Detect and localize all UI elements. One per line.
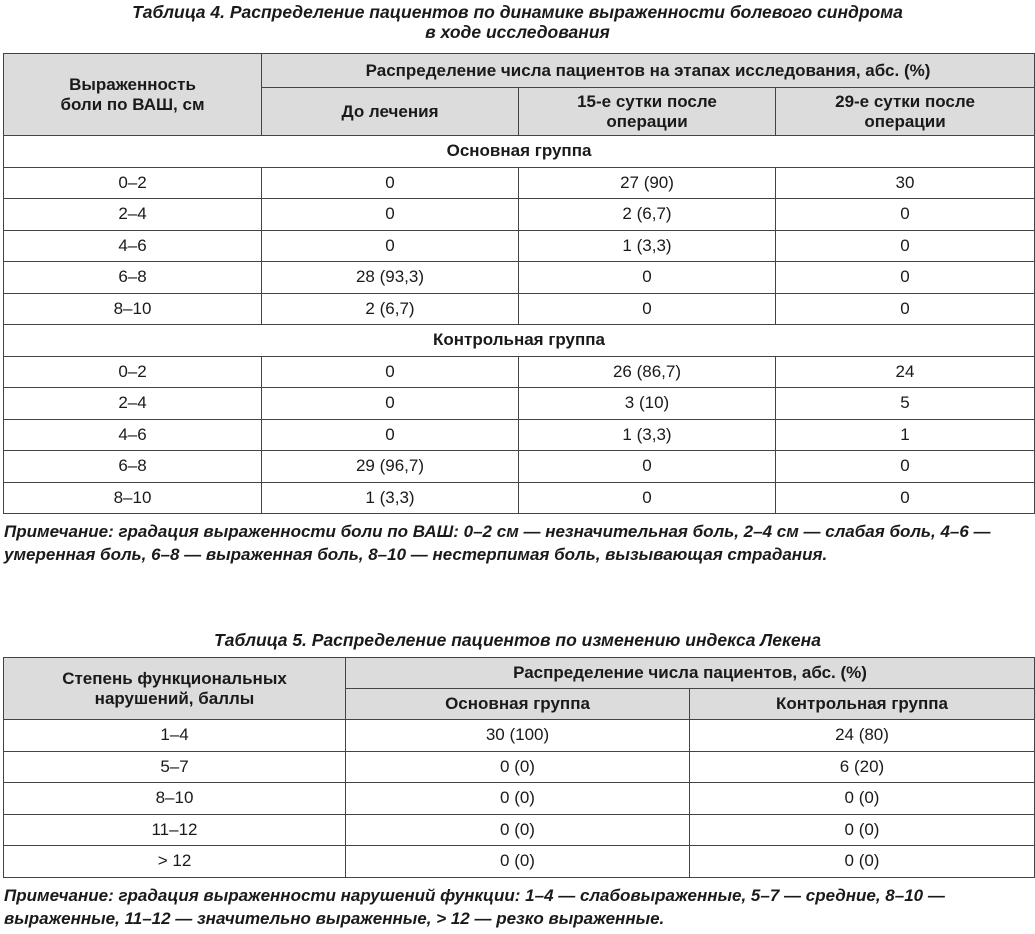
table-cell: 11–12 xyxy=(4,814,346,846)
table-cell: 1 xyxy=(776,419,1035,451)
table-cell: 0 xyxy=(776,293,1035,325)
table-cell: 0 xyxy=(262,230,519,262)
table-cell: 2 (6,7) xyxy=(519,199,776,231)
table4-col-header-day29: 29-е сутки после операции xyxy=(776,88,1035,136)
table-cell: 1 (3,3) xyxy=(262,482,519,514)
table-row xyxy=(4,751,1035,783)
table-row xyxy=(4,230,1035,262)
table-cell: 6–8 xyxy=(4,262,262,294)
table-row xyxy=(4,783,1035,815)
table-cell: 0 xyxy=(262,388,519,420)
table5-note: Примечание: градация выраженности нарушений функции: 1–4 — слабовыраженные, 5–7 — средние, 8–10 — выраженные, 11–12 — значительно выраженные, > 12 — резко выраженные. xyxy=(4,886,945,928)
table-cell: 0 (0) xyxy=(346,751,690,783)
table-cell: 6 (20) xyxy=(690,751,1035,783)
table-cell: 0 xyxy=(776,230,1035,262)
table-cell: 2–4 xyxy=(4,199,262,231)
table-row xyxy=(4,293,1035,325)
table4-group-header: Распределение числа пациентов на этапах исследования, абс. (%) xyxy=(262,54,1035,88)
table-cell: 0 xyxy=(262,167,519,199)
table4-caption-line1: Таблица 4. Распределение пациентов по динамике выраженности болевого синдрома xyxy=(132,2,903,22)
table-cell: 2–4 xyxy=(4,388,262,420)
table4 xyxy=(3,53,1035,514)
table-cell: 8–10 xyxy=(4,293,262,325)
table5-body xyxy=(4,720,1035,878)
table-cell: 8–10 xyxy=(4,482,262,514)
table-cell: 1 (3,3) xyxy=(519,230,776,262)
table-cell: 5–7 xyxy=(4,751,346,783)
table4-section xyxy=(0,2,1035,564)
table5 xyxy=(3,657,1035,878)
table-cell: 0 xyxy=(262,419,519,451)
table-cell: 28 (93,3) xyxy=(262,262,519,294)
table4-group-row xyxy=(4,136,1035,168)
table-cell: 24 xyxy=(776,356,1035,388)
table5-col-header-degree: Степень функциональных нарушений, баллы xyxy=(4,658,346,720)
table-cell: 26 (86,7) xyxy=(519,356,776,388)
table4-group-label: Контрольная группа xyxy=(4,325,1035,357)
table4-col-header-pain: Выраженность боли по ВАШ, см xyxy=(4,54,262,136)
table-cell: 0 xyxy=(776,199,1035,231)
table-row xyxy=(4,199,1035,231)
table-cell: 27 (90) xyxy=(519,167,776,199)
table4-group-label: Основная группа xyxy=(4,136,1035,168)
table-cell: 1–4 xyxy=(4,720,346,752)
table-cell: 30 xyxy=(776,167,1035,199)
table4-note: Примечание: градация выраженности боли по ВАШ: 0–2 см — незначительная боль, 2–4 см — слабая боль, 4–6 — умеренная боль, 6–8 — выраженная боль, 8–10 — нестерпимая боль, вызывающая страдания. xyxy=(4,522,991,564)
table-row xyxy=(4,720,1035,752)
table-cell: 0 (0) xyxy=(346,846,690,878)
table-cell: 5 xyxy=(776,388,1035,420)
table-cell: 0 xyxy=(776,262,1035,294)
table-cell: 0–2 xyxy=(4,356,262,388)
table-cell: 6–8 xyxy=(4,451,262,483)
table-cell: 0 (0) xyxy=(690,846,1035,878)
table-cell: 0 (0) xyxy=(690,814,1035,846)
table-row xyxy=(4,388,1035,420)
table4-caption-line2: в ходе исследования xyxy=(425,22,610,42)
table-row xyxy=(4,167,1035,199)
table-cell: 4–6 xyxy=(4,230,262,262)
table-cell: 29 (96,7) xyxy=(262,451,519,483)
table-cell: 30 (100) xyxy=(346,720,690,752)
table5-col-header-main: Основная группа xyxy=(346,689,690,720)
table-cell: 0–2 xyxy=(4,167,262,199)
table5-group-header: Распределение числа пациентов, абс. (%) xyxy=(346,658,1035,689)
table-row xyxy=(4,356,1035,388)
table-cell: 0 xyxy=(776,451,1035,483)
table4-body xyxy=(4,136,1035,514)
table-cell: 0 xyxy=(519,293,776,325)
table-cell: 2 (6,7) xyxy=(262,293,519,325)
table-cell: 0 xyxy=(776,482,1035,514)
table-cell: 0 (0) xyxy=(346,783,690,815)
table-row xyxy=(4,419,1035,451)
table-cell: 0 xyxy=(519,262,776,294)
table-cell: 0 xyxy=(519,482,776,514)
table-cell: 0 xyxy=(262,199,519,231)
table-cell: 0 xyxy=(519,451,776,483)
table-cell: 8–10 xyxy=(4,783,346,815)
table4-group-row xyxy=(4,325,1035,357)
table4-caption xyxy=(0,2,1035,42)
table-row xyxy=(4,814,1035,846)
table4-col-header-before: До лечения xyxy=(262,88,519,136)
table-cell: 1 (3,3) xyxy=(519,419,776,451)
table-row xyxy=(4,262,1035,294)
table-cell: 0 (0) xyxy=(346,814,690,846)
table-row xyxy=(4,846,1035,878)
table-row xyxy=(4,451,1035,483)
table-row xyxy=(4,482,1035,514)
table5-caption: Таблица 5. Распределение пациентов по изменению индекса Лекена xyxy=(214,630,821,650)
table-cell: > 12 xyxy=(4,846,346,878)
table-cell: 24 (80) xyxy=(690,720,1035,752)
table-cell: 3 (10) xyxy=(519,388,776,420)
table5-col-header-control: Контрольная группа xyxy=(690,689,1035,720)
table-cell: 4–6 xyxy=(4,419,262,451)
table4-col-header-day15: 15-е сутки после операции xyxy=(519,88,776,136)
table-cell: 0 xyxy=(262,356,519,388)
table-cell: 0 (0) xyxy=(690,783,1035,815)
